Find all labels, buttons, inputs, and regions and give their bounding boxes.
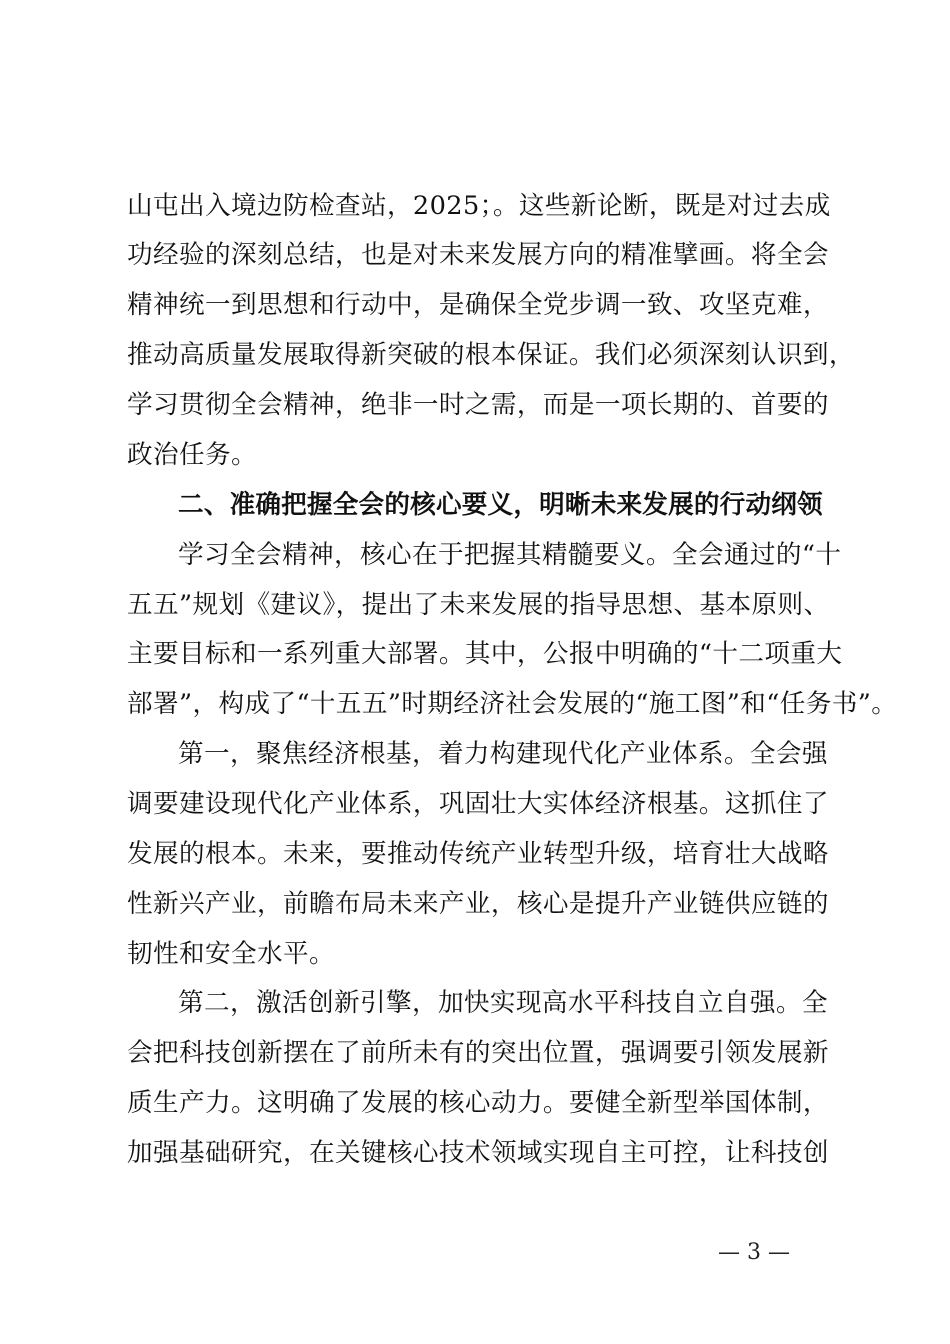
paragraph-line: 性新兴产业，前瞻布局未来产业，核心是提升产业链供应链的 [127,889,829,919]
paragraph-line: 学习全会精神，核心在于把握其精髓要义。全会通过的“十 [178,540,842,570]
paragraph-line: 主要目标和一系列重大部署。其中，公报中明确的“十二项重大 [127,639,843,669]
paragraph-line: 功经验的深刻总结，也是对未来发展方向的精准擘画。将全会 [127,240,829,270]
paragraph-line: 精神统一到思想和行动中，是确保全党步调一致、攻坚克难， [127,290,829,320]
paragraph-line: 学习贯彻全会精神，绝非一时之需，而是一项长期的、首要的 [127,390,829,420]
page-number: — 3 — [718,1240,790,1265]
paragraph-line: 质生产力。这明确了发展的核心动力。要健全新型举国体制， [127,1088,829,1118]
paragraph-line: 发展的根本。未来，要推动传统产业转型升级，培育壮大战略 [127,839,829,869]
paragraph-line: 加强基础研究，在关键核心技术领域实现自主可控，让科技创 [127,1138,829,1168]
paragraph-line: 政治任务。 [127,440,257,470]
paragraph-line: 韧性和安全水平。 [127,939,335,969]
paragraph-line: 山屯出入境边防检查站，2025；。这些新论断，既是对过去成 [127,191,831,221]
paragraph-line: 部署”，构成了“十五五”时期经济社会发展的“施工图”和“任务书”。 [127,689,898,719]
paragraph-line: 会把科技创新摆在了前所未有的突出位置，强调要引领发展新 [127,1038,829,1068]
paragraph-line: 调要建设现代化产业体系，巩固壮大实体经济根基。这抓住了 [127,789,829,819]
section-heading: 二、准确把握全会的核心要义，明晰未来发展的行动纲领 [178,490,823,520]
paragraph-line: 第一，聚焦经济根基，着力构建现代化产业体系。全会强 [178,739,828,769]
paragraph-line: 第二，激活创新引擎，加快实现高水平科技自立自强。全 [178,988,828,1018]
paragraph-line: 五五”规划《建议》，提出了未来发展的指导思想、基本原则、 [127,590,830,620]
paragraph-line: 推动高质量发展取得新突破的根本保证。我们必须深刻认识到， [127,340,855,370]
